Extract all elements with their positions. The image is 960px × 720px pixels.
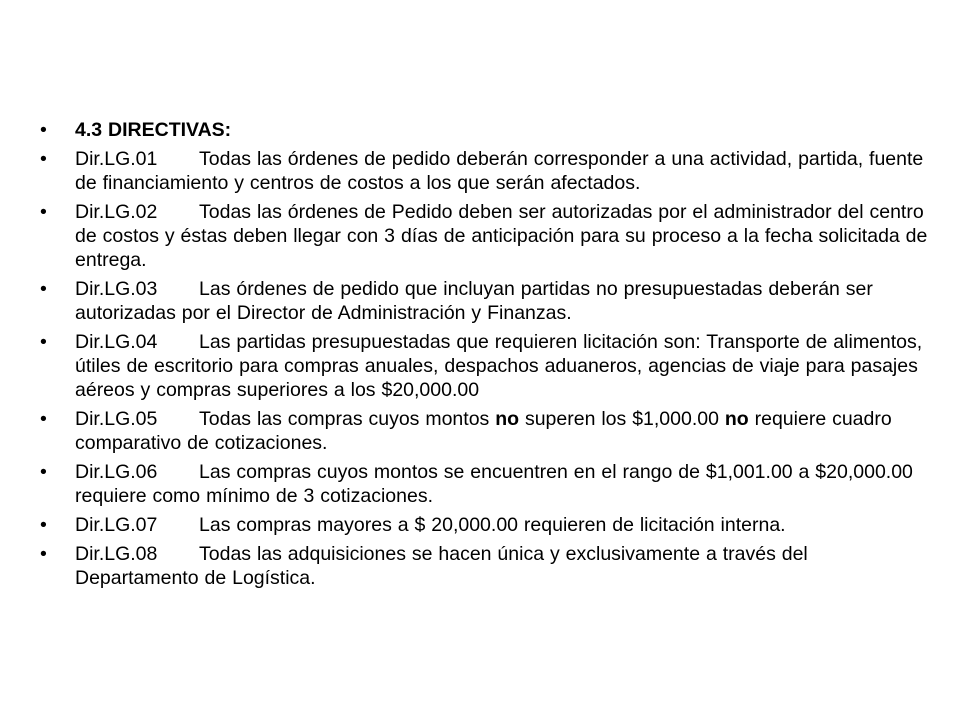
directive-text-part: Todas las compras cuyos montos	[199, 408, 496, 430]
directive-text-part: requiere cuadro comparativo de cotizaciones.	[75, 408, 892, 454]
directive-text: Las órdenes de pedido que incluyan partidas no presupuestadas deberán ser autorizadas por el Director de Administración y Finanzas.	[75, 278, 873, 324]
bullet-icon: •	[40, 201, 47, 223]
bullet-icon: •	[40, 278, 47, 300]
directive-item-lg05	[40, 407, 930, 455]
bullet-icon: •	[40, 119, 47, 141]
bullet-icon: •	[40, 331, 47, 353]
directive-code: Dir.LG.05	[75, 408, 158, 430]
directive-emphasis: no	[495, 408, 520, 430]
bullet-icon: •	[40, 543, 47, 565]
directive-code: Dir.LG.02	[75, 201, 158, 223]
directive-code: Dir.LG.04	[75, 331, 158, 353]
directive-item-lg04	[40, 330, 930, 402]
directive-item-lg07	[40, 513, 930, 537]
directive-code: Dir.LG.06	[75, 461, 158, 483]
directive-text: Las compras mayores a $ 20,000.00 requieren de licitación interna.	[199, 514, 786, 536]
heading-text: 4.3 DIRECTIVAS:	[75, 119, 232, 141]
bullet-icon: •	[40, 408, 47, 430]
bullet-icon: •	[40, 461, 47, 483]
directive-code: Dir.LG.07	[75, 514, 158, 536]
directive-text: Las compras cuyos montos se encuentren en el rango de $1,001.00 a $20,000.00 requiere como mínimo de 3 cotizaciones.	[75, 461, 913, 507]
directive-text: Todas las órdenes de pedido deberán corresponder a una actividad, partida, fuente de financiamiento y centros de costos a los que serán afectados.	[75, 148, 924, 194]
directives-list	[40, 118, 930, 595]
bullet-icon: •	[40, 514, 47, 536]
directive-item-lg08	[40, 542, 930, 590]
directive-text-part: superen los $1,000.00	[519, 408, 725, 430]
directive-text: Todas las adquisiciones se hacen única y exclusivamente a través del Departamento de Logística.	[75, 543, 808, 589]
directive-code: Dir.LG.01	[75, 148, 158, 170]
directive-code: Dir.LG.08	[75, 543, 158, 565]
directive-emphasis: no	[724, 408, 749, 430]
bullet-icon: •	[40, 148, 47, 170]
directive-item-lg06	[40, 460, 930, 508]
directive-text: Todas las órdenes de Pedido deben ser autorizadas por el administrador del centro de costos y éstas deben llegar con 3 días de anticipación para su proceso a la fecha solicitada de entrega.	[75, 201, 928, 271]
section-heading	[40, 118, 930, 142]
directive-text: Las partidas presupuestadas que requieren licitación son: Transporte de alimentos, útiles de escritorio para compras anuales, despachos aduaneros, agencias de viaje para pasajes aéreos y compras superiores a los $20,000.00	[75, 331, 923, 401]
directive-item-lg02	[40, 200, 930, 272]
directive-item-lg03	[40, 277, 930, 325]
directive-code: Dir.LG.03	[75, 278, 158, 300]
directive-item-lg01	[40, 147, 930, 195]
